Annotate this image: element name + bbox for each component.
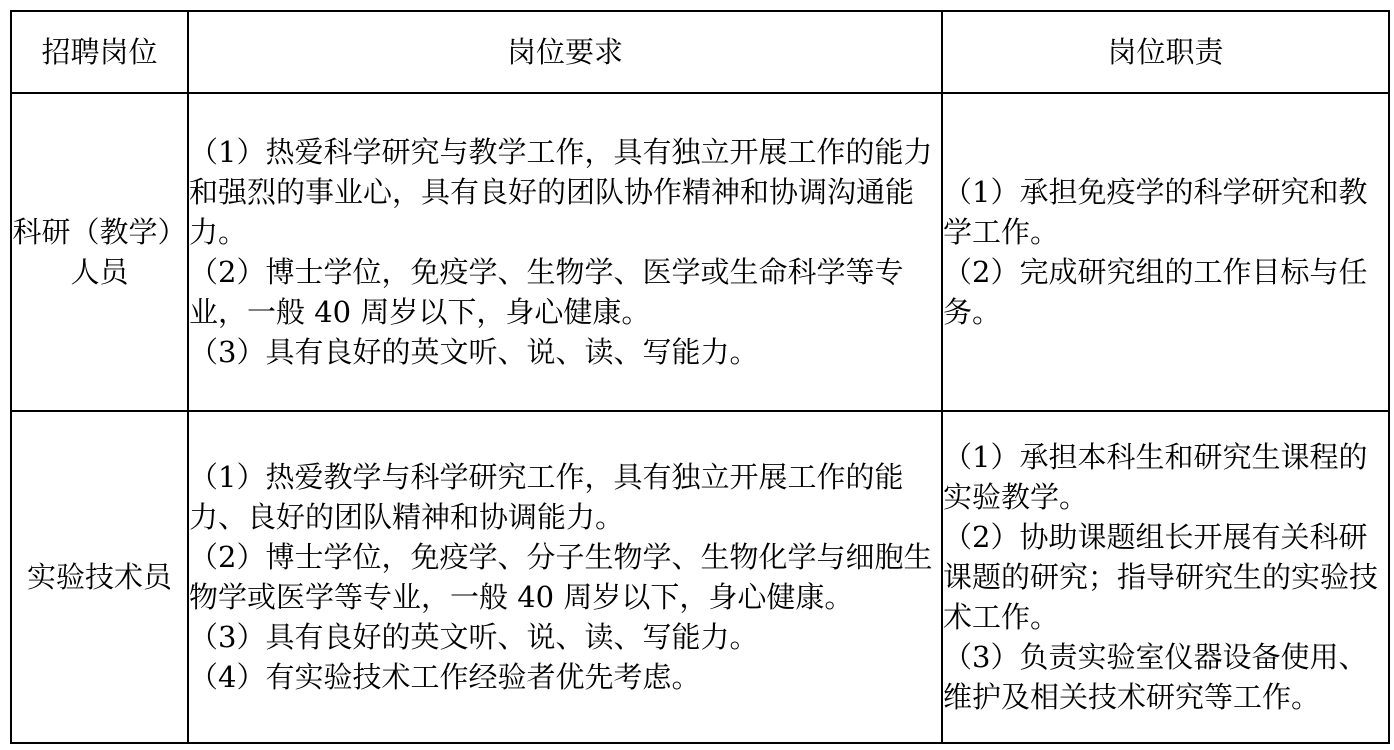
header-duties: 岗位职责 <box>942 11 1389 93</box>
requirement-item: （2）博士学位，免疫学、分子生物学、生物化学与细胞生物学或医学等专业，一般 40 周岁以下，身心健康。 <box>189 540 933 614</box>
requirement-item: （4）有实验技术工作经验者优先考虑。 <box>189 660 701 694</box>
header-requirements: 岗位要求 <box>188 11 942 93</box>
duties-cell <box>942 93 1389 411</box>
requirement-item: （1）热爱科学研究与教学工作，具有独立开展工作的能力和强烈的事业心，具有良好的团队协作精神和协调沟通能力。 <box>189 135 933 249</box>
requirements-cell <box>188 411 942 743</box>
requirements-cell <box>188 93 942 411</box>
position-cell: 科研（教学）人员 <box>11 93 188 411</box>
duty-item: （1）承担本科生和研究生课程的实验教学。 <box>943 440 1368 514</box>
requirement-item: （3）具有良好的英文听、说、读、写能力。 <box>189 335 759 369</box>
header-position: 招聘岗位 <box>11 11 188 93</box>
duties-cell <box>942 411 1389 743</box>
requirement-item: （2）博士学位，免疫学、生物学、医学或生命科学等专业，一般 40 周岁以下，身心健康。 <box>189 255 904 329</box>
duty-item: （2）完成研究组的工作目标与任务。 <box>943 255 1368 329</box>
duty-item: （3）负责实验室仪器设备使用、维护及相关技术研究等工作。 <box>943 640 1368 714</box>
table-header-row <box>11 11 1389 93</box>
requirement-item: （1）热爱教学与科学研究工作，具有独立开展工作的能力、良好的团队精神和协调能力。 <box>189 460 904 534</box>
duty-item: （2）协助课题组长开展有关科研课题的研究；指导研究生的实验技术工作。 <box>943 520 1379 634</box>
recruitment-table <box>10 10 1390 744</box>
table-row <box>11 411 1389 743</box>
duty-item: （1）承担免疫学的科学研究和教学工作。 <box>943 175 1368 249</box>
requirement-item: （3）具有良好的英文听、说、读、写能力。 <box>189 620 759 654</box>
position-cell: 实验技术员 <box>11 411 188 743</box>
table-row <box>11 93 1389 411</box>
